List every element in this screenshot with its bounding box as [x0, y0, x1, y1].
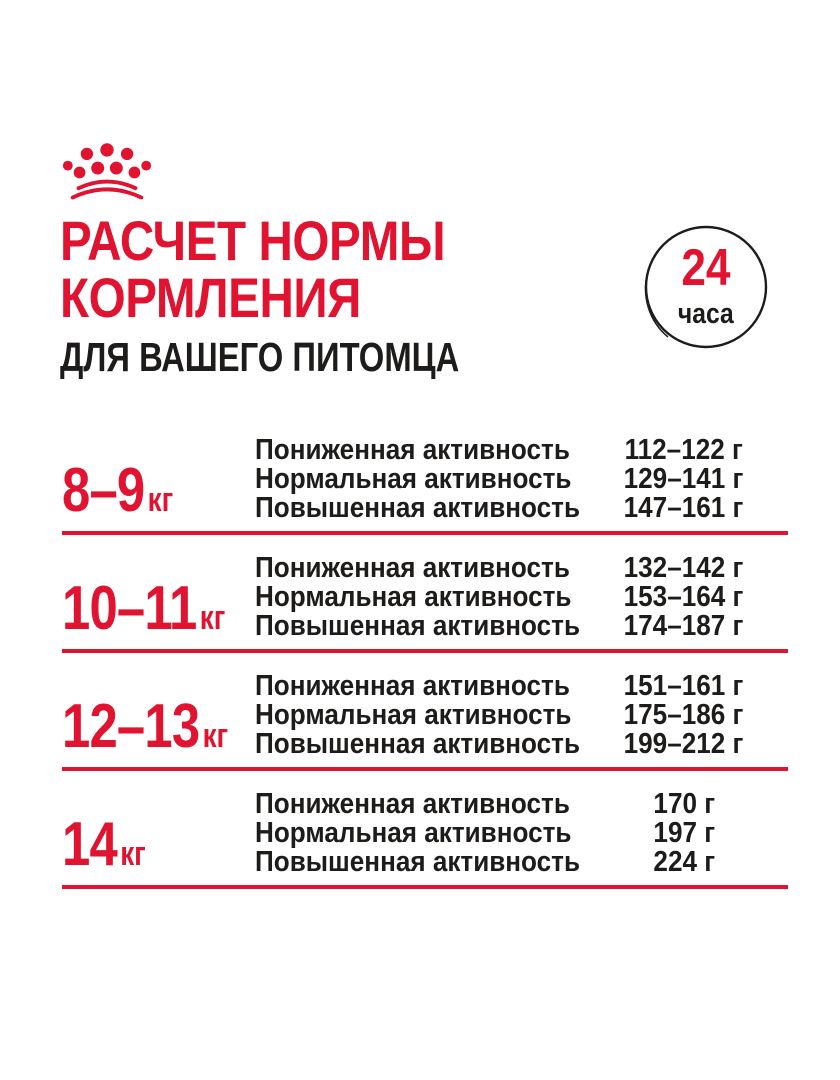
crown-icon-svg — [58, 140, 156, 204]
weight-label: 12–13кг — [62, 692, 229, 761]
portion-value: 153–164 г — [624, 581, 744, 613]
badge-hours-number: 24 — [681, 239, 731, 297]
portion-value: 129–141 г — [624, 463, 744, 495]
page-title — [60, 209, 513, 329]
weight-label: 14кг — [62, 810, 146, 879]
weight-label: 10–11кг — [62, 574, 226, 643]
table-row — [62, 554, 788, 653]
activity-label: Повышенная активность — [255, 846, 580, 878]
portion-values — [580, 436, 788, 523]
portion-values — [580, 672, 788, 759]
activity-labels — [255, 554, 580, 641]
title-line-2: КОРМЛЕНИЯ — [60, 266, 361, 329]
portion-value: 175–186 г — [624, 699, 744, 731]
royal-canin-crown-icon — [58, 140, 156, 209]
activity-labels — [255, 672, 580, 759]
activity-label: Повышенная активность — [255, 492, 580, 524]
portion-value: 174–187 г — [624, 610, 744, 642]
activity-label: Нормальная активность — [255, 699, 572, 731]
activity-label: Пониженная активность — [255, 788, 570, 820]
table-row — [62, 436, 788, 535]
activity-label: Нормальная активность — [255, 817, 572, 849]
activity-label: Нормальная активность — [255, 581, 572, 613]
title-line-1: РАСЧЕТ НОРМЫ — [60, 209, 446, 272]
activity-label: Повышенная активность — [255, 728, 580, 760]
portion-values — [580, 790, 788, 877]
activity-label: Повышенная активность — [255, 610, 580, 642]
24-hours-badge — [640, 222, 772, 354]
portion-value: 112–122 г — [624, 434, 744, 466]
activity-label: Нормальная активность — [255, 463, 572, 495]
table-row — [62, 790, 788, 889]
badge-hours-unit: часа — [678, 298, 734, 330]
activity-labels — [255, 436, 580, 523]
table-row — [62, 672, 788, 771]
activity-labels — [255, 790, 580, 877]
portion-value: 197 г — [653, 817, 715, 849]
weight-label: 8–9кг — [62, 456, 174, 525]
activity-label: Пониженная активность — [255, 670, 570, 702]
portion-value: 151–161 г — [624, 670, 744, 702]
portion-value: 147–161 г — [624, 492, 744, 524]
activity-label: Пониженная активность — [255, 434, 570, 466]
portion-value: 224 г — [653, 846, 715, 878]
page-subtitle: ДЛЯ ВАШЕГО ПИТОМЦА — [60, 334, 460, 380]
portion-value: 132–142 г — [624, 552, 744, 584]
portion-value: 170 г — [653, 788, 715, 820]
portion-values — [580, 554, 788, 641]
feeding-table — [62, 436, 788, 908]
activity-label: Пониженная активность — [255, 552, 570, 584]
portion-value: 199–212 г — [624, 728, 744, 760]
